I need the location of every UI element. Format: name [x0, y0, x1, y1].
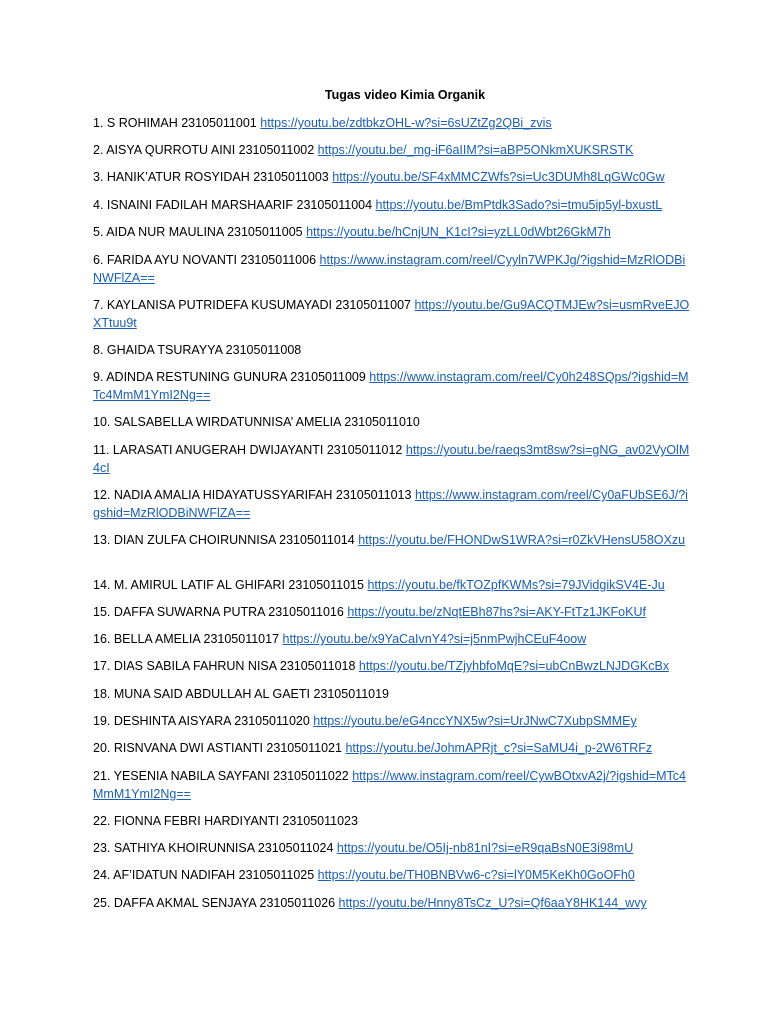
entry-label: 3. HANIK’ATUR ROSYIDAH 23105011003: [93, 170, 329, 184]
entry-item: [93, 252, 693, 287]
entry-item: [93, 532, 693, 550]
entry-item: [93, 813, 693, 831]
entry-label: 22. FIONNA FEBRI HARDIYANTI 23105011023: [93, 814, 358, 828]
entry-video-link[interactable]: https://youtu.be/JohmAPRjt_c?si=SaMU4i_p-2W6TRFz: [345, 741, 653, 755]
entry-item: [93, 487, 693, 522]
entry-video-link[interactable]: https://www.instagram.com/reel/CywBOtxvA2j/?igshid=MTc4MmM1YmI2Ng==: [93, 769, 687, 801]
entry-label: 21. YESENIA NABILA SAYFANI 23105011022: [93, 769, 349, 783]
entry-video-link[interactable]: https://youtu.be/x9YaCaIvnY4?si=j5nmPwjhCEuF4oow: [282, 632, 587, 646]
entry-label: 18. MUNA SAID ABDULLAH AL GAETI 23105011019: [93, 687, 389, 701]
entry-item: [93, 867, 693, 885]
entry-label: 10. SALSABELLA WIRDATUNNISA’ AMELIA 23105011010: [93, 415, 420, 429]
entry-item: [93, 768, 693, 803]
entry-video-link[interactable]: https://youtu.be/O5Ij-nb81nI?si=eR9qaBsN0E3i98mU: [336, 841, 634, 855]
entry-label: 16. BELLA AMELIA 23105011017: [93, 632, 280, 646]
document-title: Tugas video Kimia Organik: [324, 88, 486, 102]
entry-item: [93, 686, 693, 704]
entry-video-link[interactable]: https://youtu.be/Gu9ACQTMJEw?si=usmRveEJOXTtuu9t: [93, 298, 690, 330]
entry-video-link[interactable]: https://youtu.be/BmPtdk3Sado?si=tmu5ip5yl-bxustL: [375, 198, 663, 212]
entry-label: 6. FARIDA AYU NOVANTI 23105011006: [93, 253, 317, 267]
entry-label: 17. DIAS SABILA FAHRUN NISA 23105011018: [93, 659, 356, 673]
entry-video-link[interactable]: https://youtu.be/hCnjUN_K1cI?si=yzLL0dWbt26GkM7h: [306, 225, 611, 239]
entry-label: 11. LARASATI ANUGERAH DWIJAYANTI 23105011012: [93, 443, 403, 457]
entry-item: [93, 224, 693, 242]
entry-item: [93, 840, 693, 858]
entry-item: [93, 369, 693, 404]
entry-label: 23. SATHIYA KHOIRUNNISA 23105011024: [93, 841, 334, 855]
entry-item: [93, 297, 693, 332]
entry-item: [93, 740, 693, 758]
entry-item: [93, 658, 693, 676]
entry-item: [93, 414, 693, 432]
entry-label: 8. GHAIDA TSURAYYA 23105011008: [93, 343, 302, 357]
entry-item: [93, 197, 693, 215]
entry-item: [93, 442, 693, 477]
entry-item: [93, 631, 693, 649]
entry-video-link[interactable]: https://youtu.be/zNqtEBh87hs?si=AKY-FtTz1JKFoKUf: [347, 605, 646, 619]
entry-video-link[interactable]: https://youtu.be/FHONDwS1WRA?si=r0ZkVHensU58OXzu: [358, 533, 686, 547]
entry-label: 5. AIDA NUR MAULINA 23105011005: [93, 225, 303, 239]
entry-label: 15. DAFFA SUWARNA PUTRA 23105011016: [93, 605, 344, 619]
entry-label: 9. ADINDA RESTUNING GUNURA 23105011009: [93, 370, 366, 384]
entry-item: [93, 142, 693, 160]
entry-label: 20. RISNVANA DWI ASTIANTI 23105011021: [93, 741, 342, 755]
entry-video-link[interactable]: https://youtu.be/_mg-iF6aIIM?si=aBP5ONkmXUKSRSTK: [317, 143, 634, 157]
entry-video-link[interactable]: https://youtu.be/eG4nccYNX5w?si=UrJNwC7XubpSMMEy: [313, 714, 637, 728]
entry-video-link[interactable]: https://www.instagram.com/reel/Cy0h248SQps/?igshid=MTc4MmM1YmI2Ng==: [93, 370, 689, 402]
entry-item: [93, 169, 693, 187]
entry-label: 4. ISNAINI FADILAH MARSHAARIF 23105011004: [93, 198, 373, 212]
entry-video-link[interactable]: https://youtu.be/TZjyhbfoMqE?si=ubCnBwzLNJDGKcBx: [358, 659, 670, 673]
entry-label: 2. AISYA QURROTU AINI 23105011002: [93, 143, 315, 157]
entry-label: 24. AF’IDATUN NADIFAH 23105011025: [93, 868, 315, 882]
entry-item: [93, 342, 693, 360]
entry-item: [93, 604, 693, 622]
entry-label: 12. NADIA AMALIA HIDAYATUSSYARIFAH 23105011013: [93, 488, 412, 502]
entry-video-link[interactable]: https://www.instagram.com/reel/Cy0aFUbSE6J/?igshid=MzRlODBiNWFlZA==: [93, 488, 688, 520]
entry-label: 1. S ROHIMAH 23105011001: [93, 116, 257, 130]
entry-item: [93, 577, 693, 595]
entry-video-link[interactable]: https://youtu.be/zdtbkzOHL-w?si=6sUZtZg2QBi_zvis: [260, 116, 552, 130]
entry-item: [93, 895, 693, 913]
entry-item: [93, 115, 693, 133]
entry-label: 19. DESHINTA AISYARA 23105011020: [93, 714, 310, 728]
entry-label: 14. M. AMIRUL LATIF AL GHIFARI 23105011015: [93, 578, 364, 592]
entry-video-link[interactable]: https://youtu.be/fkTOZpfKWMs?si=79JVidgikSV4E-Ju: [367, 578, 665, 592]
entry-label: 7. KAYLANISA PUTRIDEFA KUSUMAYADI 23105011007: [93, 298, 411, 312]
entry-video-link[interactable]: https://youtu.be/Hnny8TsCz_U?si=Qf6aaY8HK144_wvy: [338, 896, 647, 910]
entry-item: [93, 713, 693, 731]
entry-video-link[interactable]: https://youtu.be/raeqs3mt8sw?si=gNG_av02VyOlM4cI: [93, 443, 690, 475]
entry-video-link[interactable]: https://www.instagram.com/reel/Cyyln7WPKJg/?igshid=MzRlODBiNWFlZA==: [93, 253, 686, 285]
entry-video-link[interactable]: https://youtu.be/SF4xMMCZWfs?si=Uc3DUMh8LqGWc0Gw: [332, 170, 665, 184]
entry-video-link[interactable]: https://youtu.be/TH0BNBVw6-c?si=lY0M5KeKh0GoOFh0: [317, 868, 635, 882]
entry-label: 13. DIAN ZULFA CHOIRUNNISA 23105011014: [93, 533, 355, 547]
entry-label: 25. DAFFA AKMAL SENJAYA 23105011026: [93, 896, 336, 910]
